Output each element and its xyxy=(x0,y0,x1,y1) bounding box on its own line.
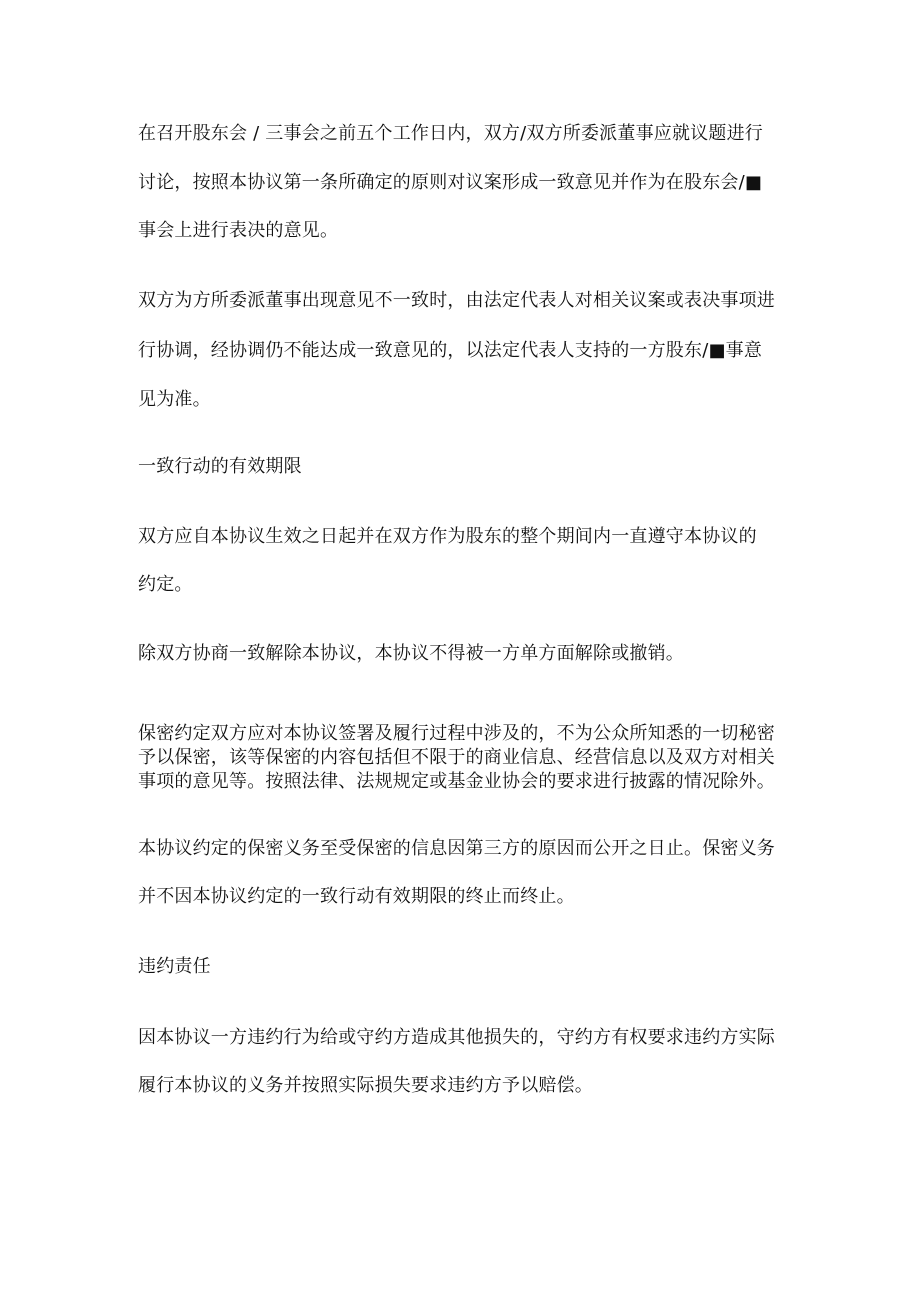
section-heading-liability: 违约责任 xyxy=(138,956,211,977)
text-line: 讨论，按照本协议第一条所确定的原则对议案形成一致意见并作为在股东会/■ xyxy=(138,172,763,193)
text-line: 双方应自本协议生效之日起并在双方作为股东的整个期间内一直遵守本协议的 xyxy=(138,526,757,547)
text-line: 见为准。 xyxy=(138,389,211,410)
text-line: 保密约定双方应对本协议签署及履行过程中涉及的，不为公众所知悉的一切秘密 xyxy=(138,723,775,744)
text-line: 事会上进行表决的意见。 xyxy=(138,220,339,241)
text-line: 行协调，经协调仍不能达成一致意见的，以法定代表人支持的一方股东/■事意 xyxy=(138,340,763,361)
section-heading-duration: 一致行动的有效期限 xyxy=(138,456,302,477)
text-line: 履行本协议的义务并按照实际损失要求违约方予以赔偿。 xyxy=(138,1075,593,1096)
paragraph-termination: 除双方协商一致解除本协议，本协议不得被一方单方面解除或撤销。 xyxy=(138,643,684,664)
text-line: 因本协议一方违约行为给或守约方造成其他损失的，守约方有权要求违约方实际 xyxy=(138,1027,775,1048)
text-line: 在召开股东会 / 三事会之前五个工作日内，双方/双方所委派董事应就议题进行 xyxy=(138,123,763,144)
text-line: 予以保密，该等保密的内容包括但不限于的商业信息、经营信息以及双方对相关 xyxy=(138,747,775,768)
text-line: 双方为方所委派董事出现意见不一致时，由法定代表人对相关议案或表决事项进 xyxy=(138,290,775,311)
text-line: 本协议约定的保密义务至受保密的信息因第三方的原因而公开之日止。保密义务 xyxy=(138,838,775,859)
text-line: 事项的意见等。按照法律、法规规定或基金业协会的要求进行披露的情况除外。 xyxy=(138,771,775,792)
text-line: 约定。 xyxy=(138,574,193,595)
text-line: 并不因本协议约定的一致行动有效期限的终止而终止。 xyxy=(138,886,575,907)
